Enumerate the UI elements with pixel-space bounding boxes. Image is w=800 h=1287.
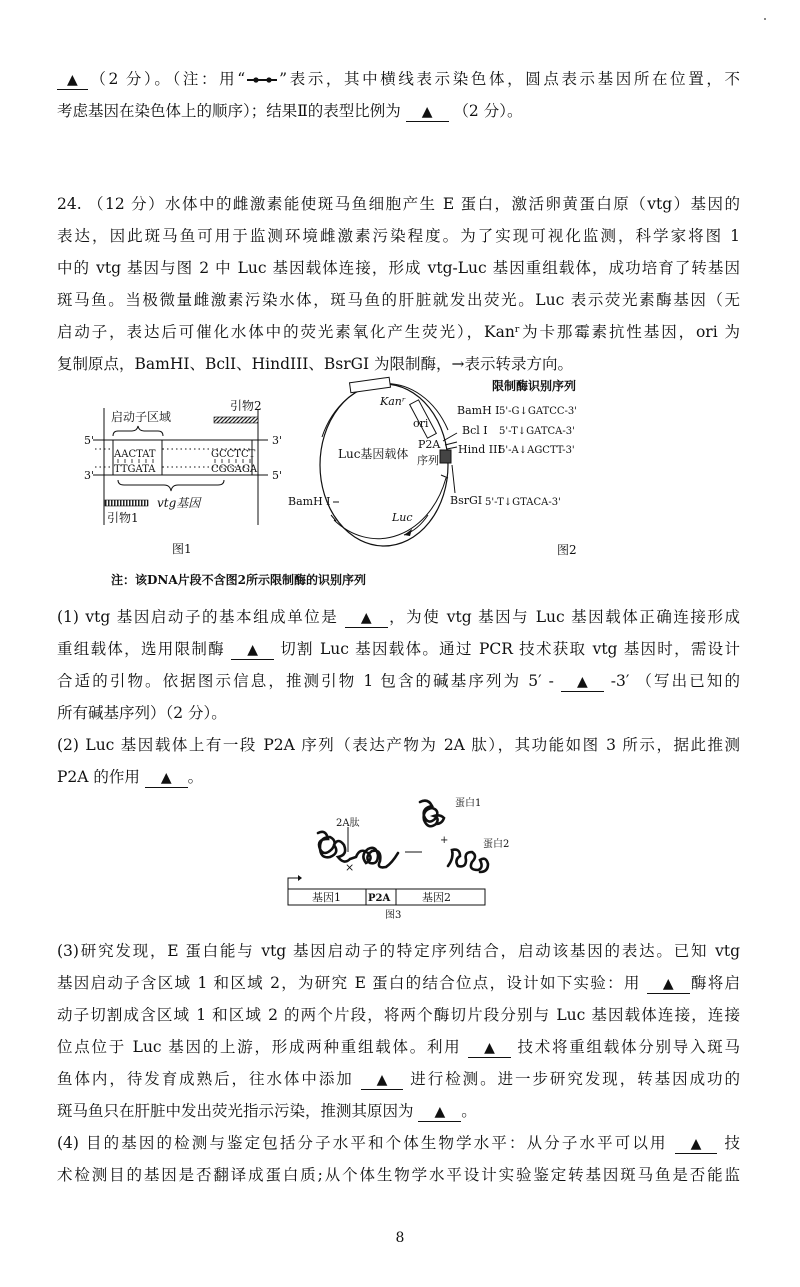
text-line xyxy=(57,639,740,660)
text-segment: （2 分）。（注：用“ xyxy=(87,70,246,88)
text-segment: 斑马鱼只在肝脏中发出荧光指示污染，推测其原因为 xyxy=(57,1102,419,1120)
text-segment: 基因启动子含区域 1 和区域 2，为研究 E 蛋白的结合位点，设计如下实验：用 xyxy=(57,974,647,992)
text-line xyxy=(57,194,740,214)
sequence: AACTAT xyxy=(114,449,156,460)
text-line xyxy=(57,1165,740,1185)
luc-outer xyxy=(334,478,446,539)
promoter-brace xyxy=(113,426,163,436)
answer-blank: ▲ xyxy=(345,610,388,628)
text-line xyxy=(57,101,740,122)
arrowhead xyxy=(298,875,302,881)
primer1-bar xyxy=(105,500,148,506)
text-segment: 位点位于 Luc 基因的上游，形成两种重组载体。利用 xyxy=(57,1038,469,1056)
text-segment: -3′ （写出已知的 xyxy=(603,672,740,690)
p2a-label: 序列 xyxy=(417,454,439,467)
answer-blank: ▲ xyxy=(57,72,88,90)
figure-3 xyxy=(0,790,800,925)
text-line xyxy=(57,703,740,723)
answer-blank: ▲ xyxy=(468,1040,511,1058)
promoter-label: 启动子区域 xyxy=(111,410,172,424)
text-segment: P2A 的作用 xyxy=(57,768,145,786)
text-segment: 考虑基因在染色体上的顺序）；结果Ⅱ的表型比例为 xyxy=(57,102,406,120)
kan-label: Kanʳ xyxy=(380,395,406,408)
text-segment: 24. （12 分）水体中的雌激素能使斑马鱼细胞产生 E 蛋白，激活卵黄蛋白原（vtg）基因的 xyxy=(57,195,740,213)
protein-fused-icon xyxy=(318,832,398,868)
peptide-label: 2A肽 xyxy=(336,818,360,829)
label-5prime: 5' xyxy=(84,434,95,447)
primer2-label: 引物2 xyxy=(230,399,262,413)
text-line xyxy=(57,322,740,342)
figure-note: 注：该DNA片段不含图2所示限制酶的识别序列 xyxy=(111,573,367,587)
protein1-label: 蛋白1 xyxy=(455,798,482,809)
answer-blank: ▲ xyxy=(418,1104,461,1122)
protein2-label: 蛋白2 xyxy=(483,839,510,850)
text-line xyxy=(57,226,740,246)
text-segment: ，为使 vtg 基因与 Luc 基因载体正确连接形成 xyxy=(387,608,740,626)
enzyme-name: Bcl I xyxy=(462,424,488,437)
primer2-bar xyxy=(214,417,258,423)
bsrgi-tick xyxy=(452,465,455,493)
answer-blank: ▲ xyxy=(145,770,188,788)
text-line xyxy=(57,290,740,310)
text-line xyxy=(57,607,740,628)
text-segment: 术检测目的基因是否翻译成蛋白质;从个体生物学水平设计实验鉴定转基因斑马鱼是否能监 xyxy=(57,1166,740,1184)
promoter-arrow-icon xyxy=(288,878,298,889)
answer-blank: ▲ xyxy=(406,104,449,122)
text-segment: 技 xyxy=(717,1134,741,1152)
figure-caption: 图1 xyxy=(172,542,192,556)
text-segment: 合适的引物。依据图示信息，推测引物 1 包含的碱基序列为 5′ - xyxy=(57,672,561,690)
gene-brace xyxy=(118,480,224,491)
enzyme-seq: 5'-T↓GTACA-3' xyxy=(485,497,561,508)
bsrgi-label: BsrGI xyxy=(450,494,483,507)
ori-label: ori xyxy=(413,417,429,430)
luc-label: Luc xyxy=(392,511,413,524)
primer1-label: 引物1 xyxy=(107,511,139,525)
gene2-label: 基因2 xyxy=(422,891,451,904)
text-line xyxy=(57,69,740,90)
cleavage-mark-icon: × xyxy=(345,861,355,874)
answer-blank: ▲ xyxy=(361,1072,404,1090)
answer-blank: ▲ xyxy=(231,642,274,660)
text-segment: （2 分）。 xyxy=(448,102,523,120)
text-line xyxy=(57,767,740,788)
page-number: 8 xyxy=(395,1230,405,1246)
text-line xyxy=(57,1101,740,1122)
sequence: TTGATA xyxy=(114,464,156,475)
enzyme-seq: 5'-T↓GATCA-3' xyxy=(499,426,575,437)
text-line xyxy=(57,1037,740,1058)
p2a-block xyxy=(440,450,451,463)
text-segment: 斑马鱼。当极微量雌激素污染水体，斑马鱼的肝脏就发出荧光。Luc 表示荧光素酶基因（无 xyxy=(57,291,740,309)
text-segment: 所有碱基序列）（2 分）。 xyxy=(57,704,227,722)
text-segment: (4) 目的基因的检测与鉴定包括分子水平和个体生物学水平：从分子水平可以用 xyxy=(57,1134,675,1152)
kan-segment xyxy=(349,377,390,392)
text-segment: 进行检测。进一步研究发现，转基因成功的 xyxy=(403,1070,740,1088)
text-segment: 切割 Luc 基因载体。通过 PCR 技术获取 vtg 基因时，需设计 xyxy=(273,640,740,658)
text-segment: 鱼体内，待发育成熟后，往水体中添加 xyxy=(57,1070,361,1088)
answer-blank: ▲ xyxy=(675,1136,718,1154)
figure-1 xyxy=(84,398,282,556)
figure-caption: 图3 xyxy=(385,910,402,921)
text-segment: 酶将启 xyxy=(689,974,740,992)
luc-segment-ends xyxy=(331,475,448,521)
enzyme-name: Hind III xyxy=(458,443,502,456)
enzyme-seq: 5'-A↓AGCTT-3' xyxy=(499,445,575,456)
figure-2 xyxy=(288,377,577,557)
text-segment: 。 xyxy=(187,768,204,786)
text-line xyxy=(57,735,740,755)
text-segment: (3)研究发现，E 蛋白能与 vtg 基因启动子的特定序列结合，启动该基因的表达。已知 vtg xyxy=(57,942,740,960)
text-segment: (2) Luc 基因载体上有一段 P2A 序列（表达产物为 2A 肽），其功能如图 3 所示，据此推测 xyxy=(57,736,740,754)
text-line xyxy=(57,671,740,692)
chromosome-symbol-icon xyxy=(245,70,279,88)
vector-label: Luc基因载体 xyxy=(338,447,409,461)
figure-caption: 图2 xyxy=(557,543,577,557)
text-segment: 动子切割成含区域 1 和区域 2 的两个片段，将两个酶切片段分别与 Luc 基因载体连接，连接 xyxy=(57,1006,740,1024)
enzyme-table-title: 限制酶识别序列 xyxy=(492,379,577,393)
protein-2-icon xyxy=(448,850,488,872)
answer-blank: ▲ xyxy=(647,976,690,994)
text-line xyxy=(57,1133,740,1154)
protein-1-icon xyxy=(420,801,444,827)
text-line xyxy=(57,941,740,961)
figures-1-2 xyxy=(0,370,800,595)
text-segment: (1) vtg 基因启动子的基本组成单位是 xyxy=(57,608,345,626)
gene-label: vtg基因 xyxy=(157,496,201,510)
enzyme-seq: 5'-G↓GATCC-3' xyxy=(499,406,577,417)
text-segment: 。 xyxy=(461,1102,477,1120)
text-segment: 复制原点，BamHI、BclI、HindIII、BsrGI 为限制酶，→表示转录方向。 xyxy=(57,355,574,373)
speck xyxy=(764,18,766,20)
text-segment: 中的 vtg 基因与图 2 中 Luc 基因载体连接，形成 vtg-Luc 基因重组载体，成功培育了转基因 xyxy=(57,259,740,277)
text-line xyxy=(57,258,740,278)
label-5prime: 5' xyxy=(272,469,283,482)
text-segment: 启动子，表达后可催化水体中的荧光素氧化产生荧光），Kanʳ为卡那霉素抗性基因，ori 为 xyxy=(57,323,740,341)
label-3prime: 3' xyxy=(84,469,95,482)
text-line xyxy=(57,1069,740,1090)
bamhi-label: BamH I xyxy=(288,495,331,508)
label-3prime: 3' xyxy=(272,434,283,447)
sequence: CGGAGA xyxy=(211,464,258,475)
p2a-label: P2A xyxy=(368,893,391,904)
text-segment: ”表示，其中横线表示染色体，圆点表示基因所在位置，不 xyxy=(279,70,740,88)
sequence: GCCTCT xyxy=(211,449,256,460)
answer-blank: ▲ xyxy=(561,674,604,692)
gene1-label: 基因1 xyxy=(312,891,341,904)
text-segment: 技术将重组载体分别导入斑马 xyxy=(510,1038,740,1056)
text-line xyxy=(57,1005,740,1025)
plus-sign: + xyxy=(440,835,449,846)
p2a-label: P2A xyxy=(418,438,441,451)
text-segment: 表达，因此斑马鱼可用于监测环境雌激素污染程度。为了实现可视化监测，科学家将图 1 xyxy=(57,227,740,245)
text-segment: 重组载体，选用限制酶 xyxy=(57,640,232,658)
text-line xyxy=(57,973,740,994)
enzyme-name: BamH I xyxy=(457,404,500,417)
